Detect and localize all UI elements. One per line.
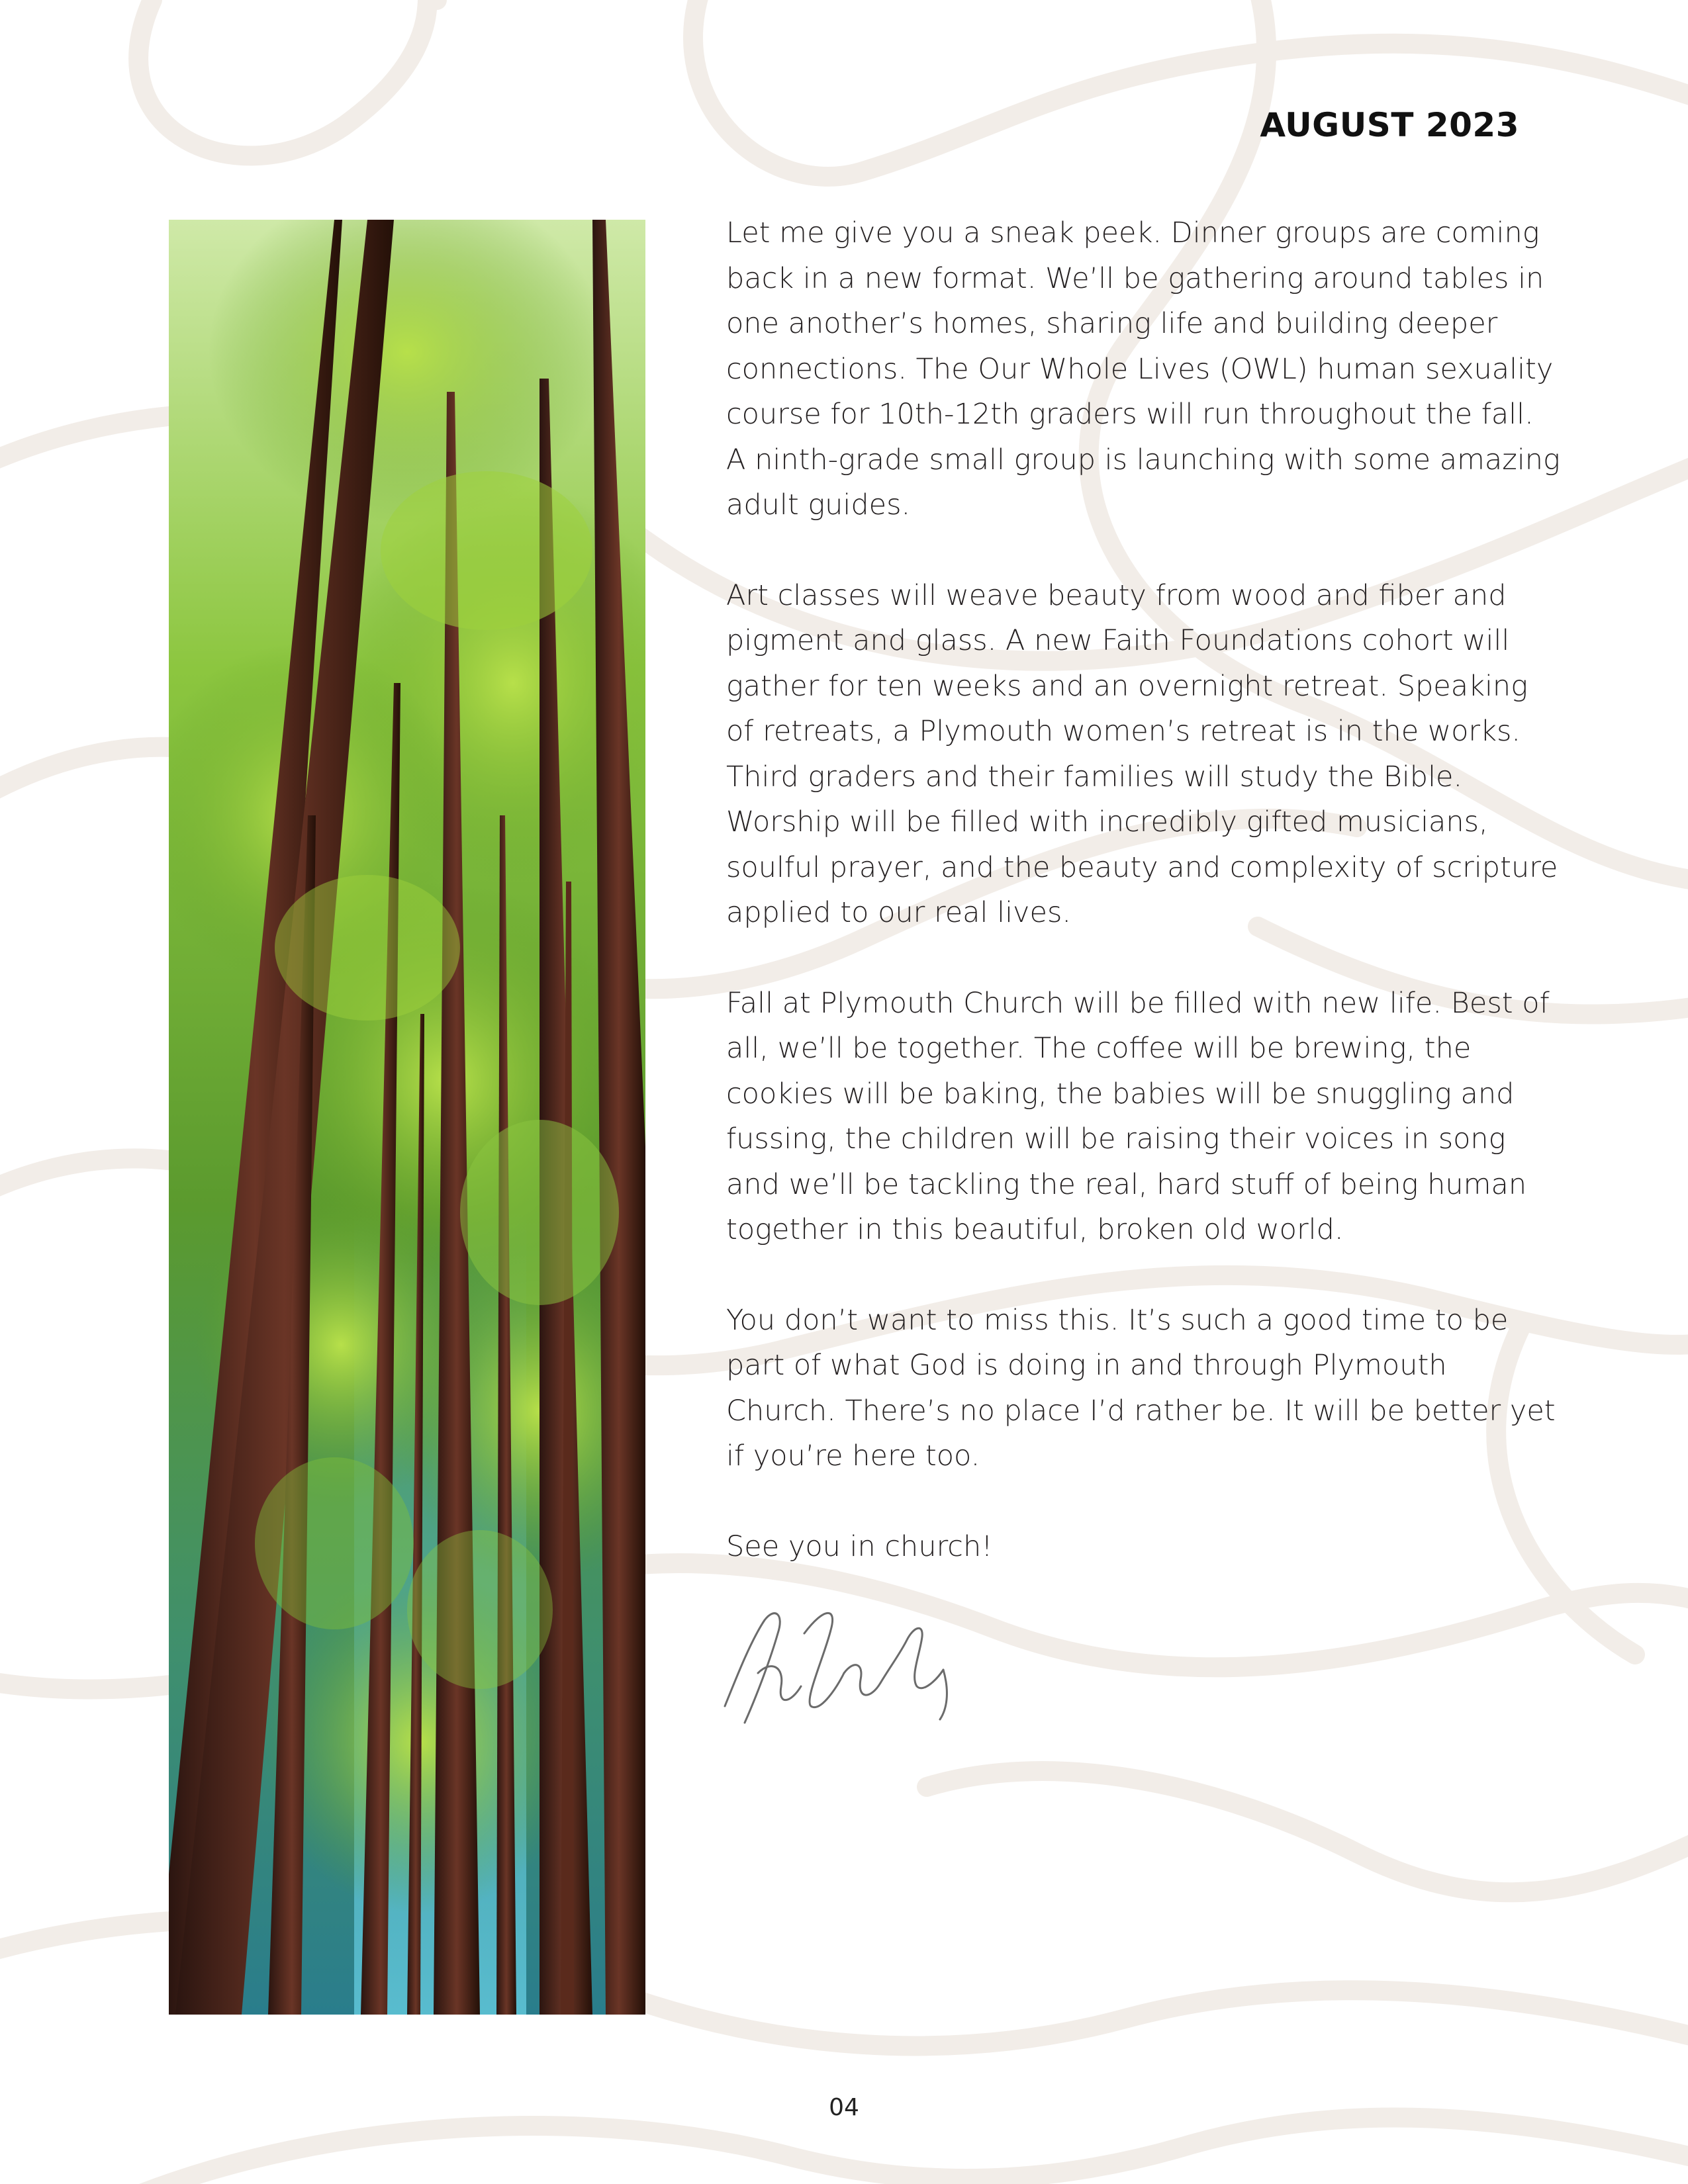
article-paragraph-4: You don’t want to miss this. It’s such a good time to be part of what God is doing in and through Plymouth Church. There’s no place I’d rather be. It will be better yet if you’re here too. [726,1303,1556,1473]
issue-date: AUGUST 2023 [1260,106,1519,144]
handwritten-signature [712,1594,990,1733]
article-paragraph-1: Let me give you a sneak peek. Dinner groups are coming back in a new format. We’ll be gathering around tables in one another’s homes, sharing life and building deeper connections. The Our Whole Lives (OWL) human sexuality course for 10th-12th graders will run throughout the fall. A ninth-grade small group is launching with some amazing adult guides. [726,216,1560,522]
article-paragraph-2: Art classes will weave beauty from wood and fiber and pigment and glass. A new Faith Foundations cohort will gather for ten weeks and an overnight retreat. Speaking of retreats, a Plymouth women’s retreat is in the works. Third graders and their families will study the Bible. Worship will be filled with incredibly gifted musicians, soulful prayer, and the beauty and complexity of scripture applied to our real lives. [726,578,1558,929]
page-number: 04 [829,2094,859,2121]
article-paragraph-3: Fall at Plymouth Church will be filled with new life. Best of all, we’ll be together. The coffee will be brewing, the cookies will be baking, the babies will be snuggling and fussing, the children will be raising their voices in song and we’ll be tackling the real, hard stuff of being human together in this beautiful, broken old world. [726,986,1550,1246]
article-closing: See you in church! [726,1529,993,1563]
article-body [726,210,1560,1614]
redwood-forest-photo [169,220,645,2015]
